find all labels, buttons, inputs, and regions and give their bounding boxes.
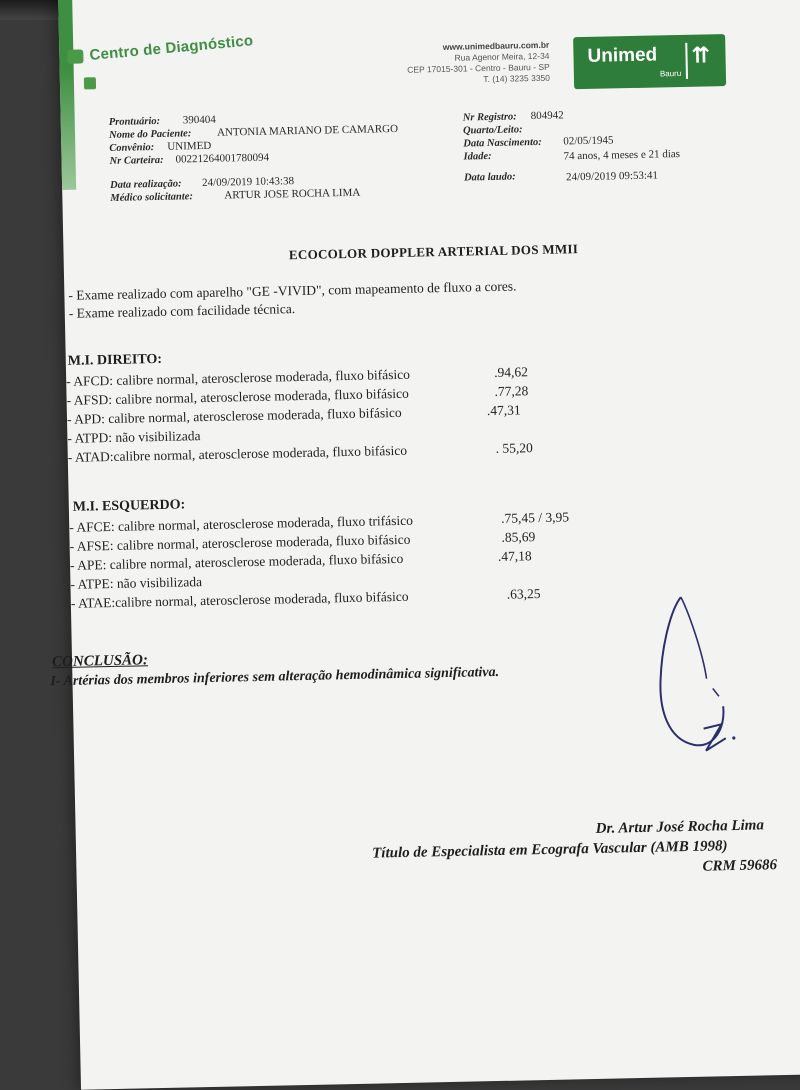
physician-crm: CRM 59686 xyxy=(702,857,778,875)
physician-title: Título de Especialista em Ecografa Vascular (AMB 1998) xyxy=(371,838,728,862)
carteira-label: Nr Carteira: xyxy=(109,154,164,167)
left-value-5: .63,25 xyxy=(506,586,541,602)
laudo-label: Data laudo: xyxy=(463,171,516,184)
nascimento-label: Data Nascimento: xyxy=(463,136,542,150)
data-realizacao-label: Data realização: xyxy=(109,178,182,191)
report-page xyxy=(50,0,800,1090)
lab-name: Centro de Diagnóstico xyxy=(88,32,254,65)
right-item-4: - ATPD: não visibilizada xyxy=(67,428,201,446)
prontuario-label: Prontuário: xyxy=(108,115,161,128)
logo-divider xyxy=(685,43,688,79)
right-value-1: .94,62 xyxy=(493,364,529,380)
convenio-label: Convênio: xyxy=(109,142,155,154)
handwritten-signature xyxy=(631,588,745,760)
left-item-1: - AFCE: calibre normal, aterosclerose moderada, fluxo trifásico xyxy=(69,512,414,535)
right-item-1: - AFCD: calibre normal, aterosclerose moderada, fluxo bifásico xyxy=(66,366,411,389)
lab-logo-accent xyxy=(84,77,96,89)
intro-line-1: - Exame realizado com aparelho "GE -VIVID", com mapeamento de fluxo a cores. xyxy=(68,278,517,303)
report-title: ECOCOLOR DOPPLER ARTERIAL DOS MMII xyxy=(288,241,579,263)
laudo-value: 24/09/2019 09:53:41 xyxy=(565,169,659,184)
medico-label: Médico solicitante: xyxy=(110,191,194,204)
prontuario-value: 390404 xyxy=(182,113,216,127)
right-item-2: - AFSD: calibre normal, aterosclerose moderada, fluxo bifásico xyxy=(66,385,409,408)
right-value-2: .77,28 xyxy=(494,383,529,399)
left-leg-heading: M.I. ESQUERDO: xyxy=(72,497,186,515)
right-item-5: - ATAD:calibre normal, aterosclerose moderada, fluxo bifásico xyxy=(67,442,408,465)
cep: CEP 17015-301 - Centro - Bauru - SP xyxy=(407,61,550,75)
medico-value: ARTUR JOSE ROCHA LIMA xyxy=(224,186,361,202)
physician-name: Dr. Artur José Rocha Lima xyxy=(595,817,765,837)
registro-label: Nr Registro: xyxy=(462,111,517,124)
right-item-3: - APD: calibre normal, aterosclerose moderada, fluxo bifásico xyxy=(66,404,402,427)
intro-line-2: - Exame realizado com facilidade técnica. xyxy=(68,301,296,321)
brand-name: Unimed xyxy=(587,44,658,67)
left-item-4: - ATPE: não visibilizada xyxy=(70,574,203,592)
nascimento-value: 02/05/1945 xyxy=(563,134,614,148)
idade-label: Idade: xyxy=(463,150,492,163)
unimed-logo xyxy=(573,34,726,89)
left-item-2: - AFSE: calibre normal, aterosclerose moderada, fluxo bifásico xyxy=(69,531,411,554)
right-leg-heading: M.I. DIREITO: xyxy=(67,351,163,369)
address: Rua Agenor Meira, 12-34 xyxy=(454,50,550,63)
website: www.unimedbauru.com.br xyxy=(442,39,550,52)
left-item-3: - APE: calibre normal, aterosclerose moderada, fluxo bifásico xyxy=(69,550,404,573)
convenio-value: UNIMED xyxy=(167,139,212,153)
right-value-3: .47,31 xyxy=(486,402,521,419)
data-realizacao-value: 24/09/2019 10:43:38 xyxy=(201,175,295,190)
conclusion-text: I- Artérias dos membros inferiores sem alteração hemodinâmica significativa. xyxy=(50,664,500,690)
brand-city: Bauru xyxy=(659,68,682,79)
carteira-value: 00221264001780094 xyxy=(175,151,270,166)
left-item-5: - ATAE:calibre normal, aterosclerose moderada, fluxo bifásico xyxy=(70,588,409,611)
right-value-5: . 55,20 xyxy=(495,440,533,456)
conclusion-heading: CONCLUSÃO: xyxy=(51,652,149,671)
brand-color-strip xyxy=(58,0,76,190)
patient-name-label: Nome do Paciente: xyxy=(108,128,192,141)
quarto-label: Quarto/Leito: xyxy=(462,124,523,137)
registro-value: 804942 xyxy=(530,109,564,123)
phone: T. (14) 3235 3350 xyxy=(483,72,551,85)
left-value-2: .85,69 xyxy=(501,529,536,545)
idade-value: 74 anos, 4 meses e 21 dias xyxy=(563,148,681,163)
left-value-3: .47,18 xyxy=(497,548,532,564)
lab-logo-icon xyxy=(67,49,83,63)
unimed-tree-icon: ⇈ xyxy=(691,42,711,68)
left-value-1: .75,45 / 3,95 xyxy=(501,509,570,526)
patient-name-value: ANTONIA MARIANO DE CAMARGO xyxy=(216,122,399,139)
contact-block xyxy=(389,40,550,87)
